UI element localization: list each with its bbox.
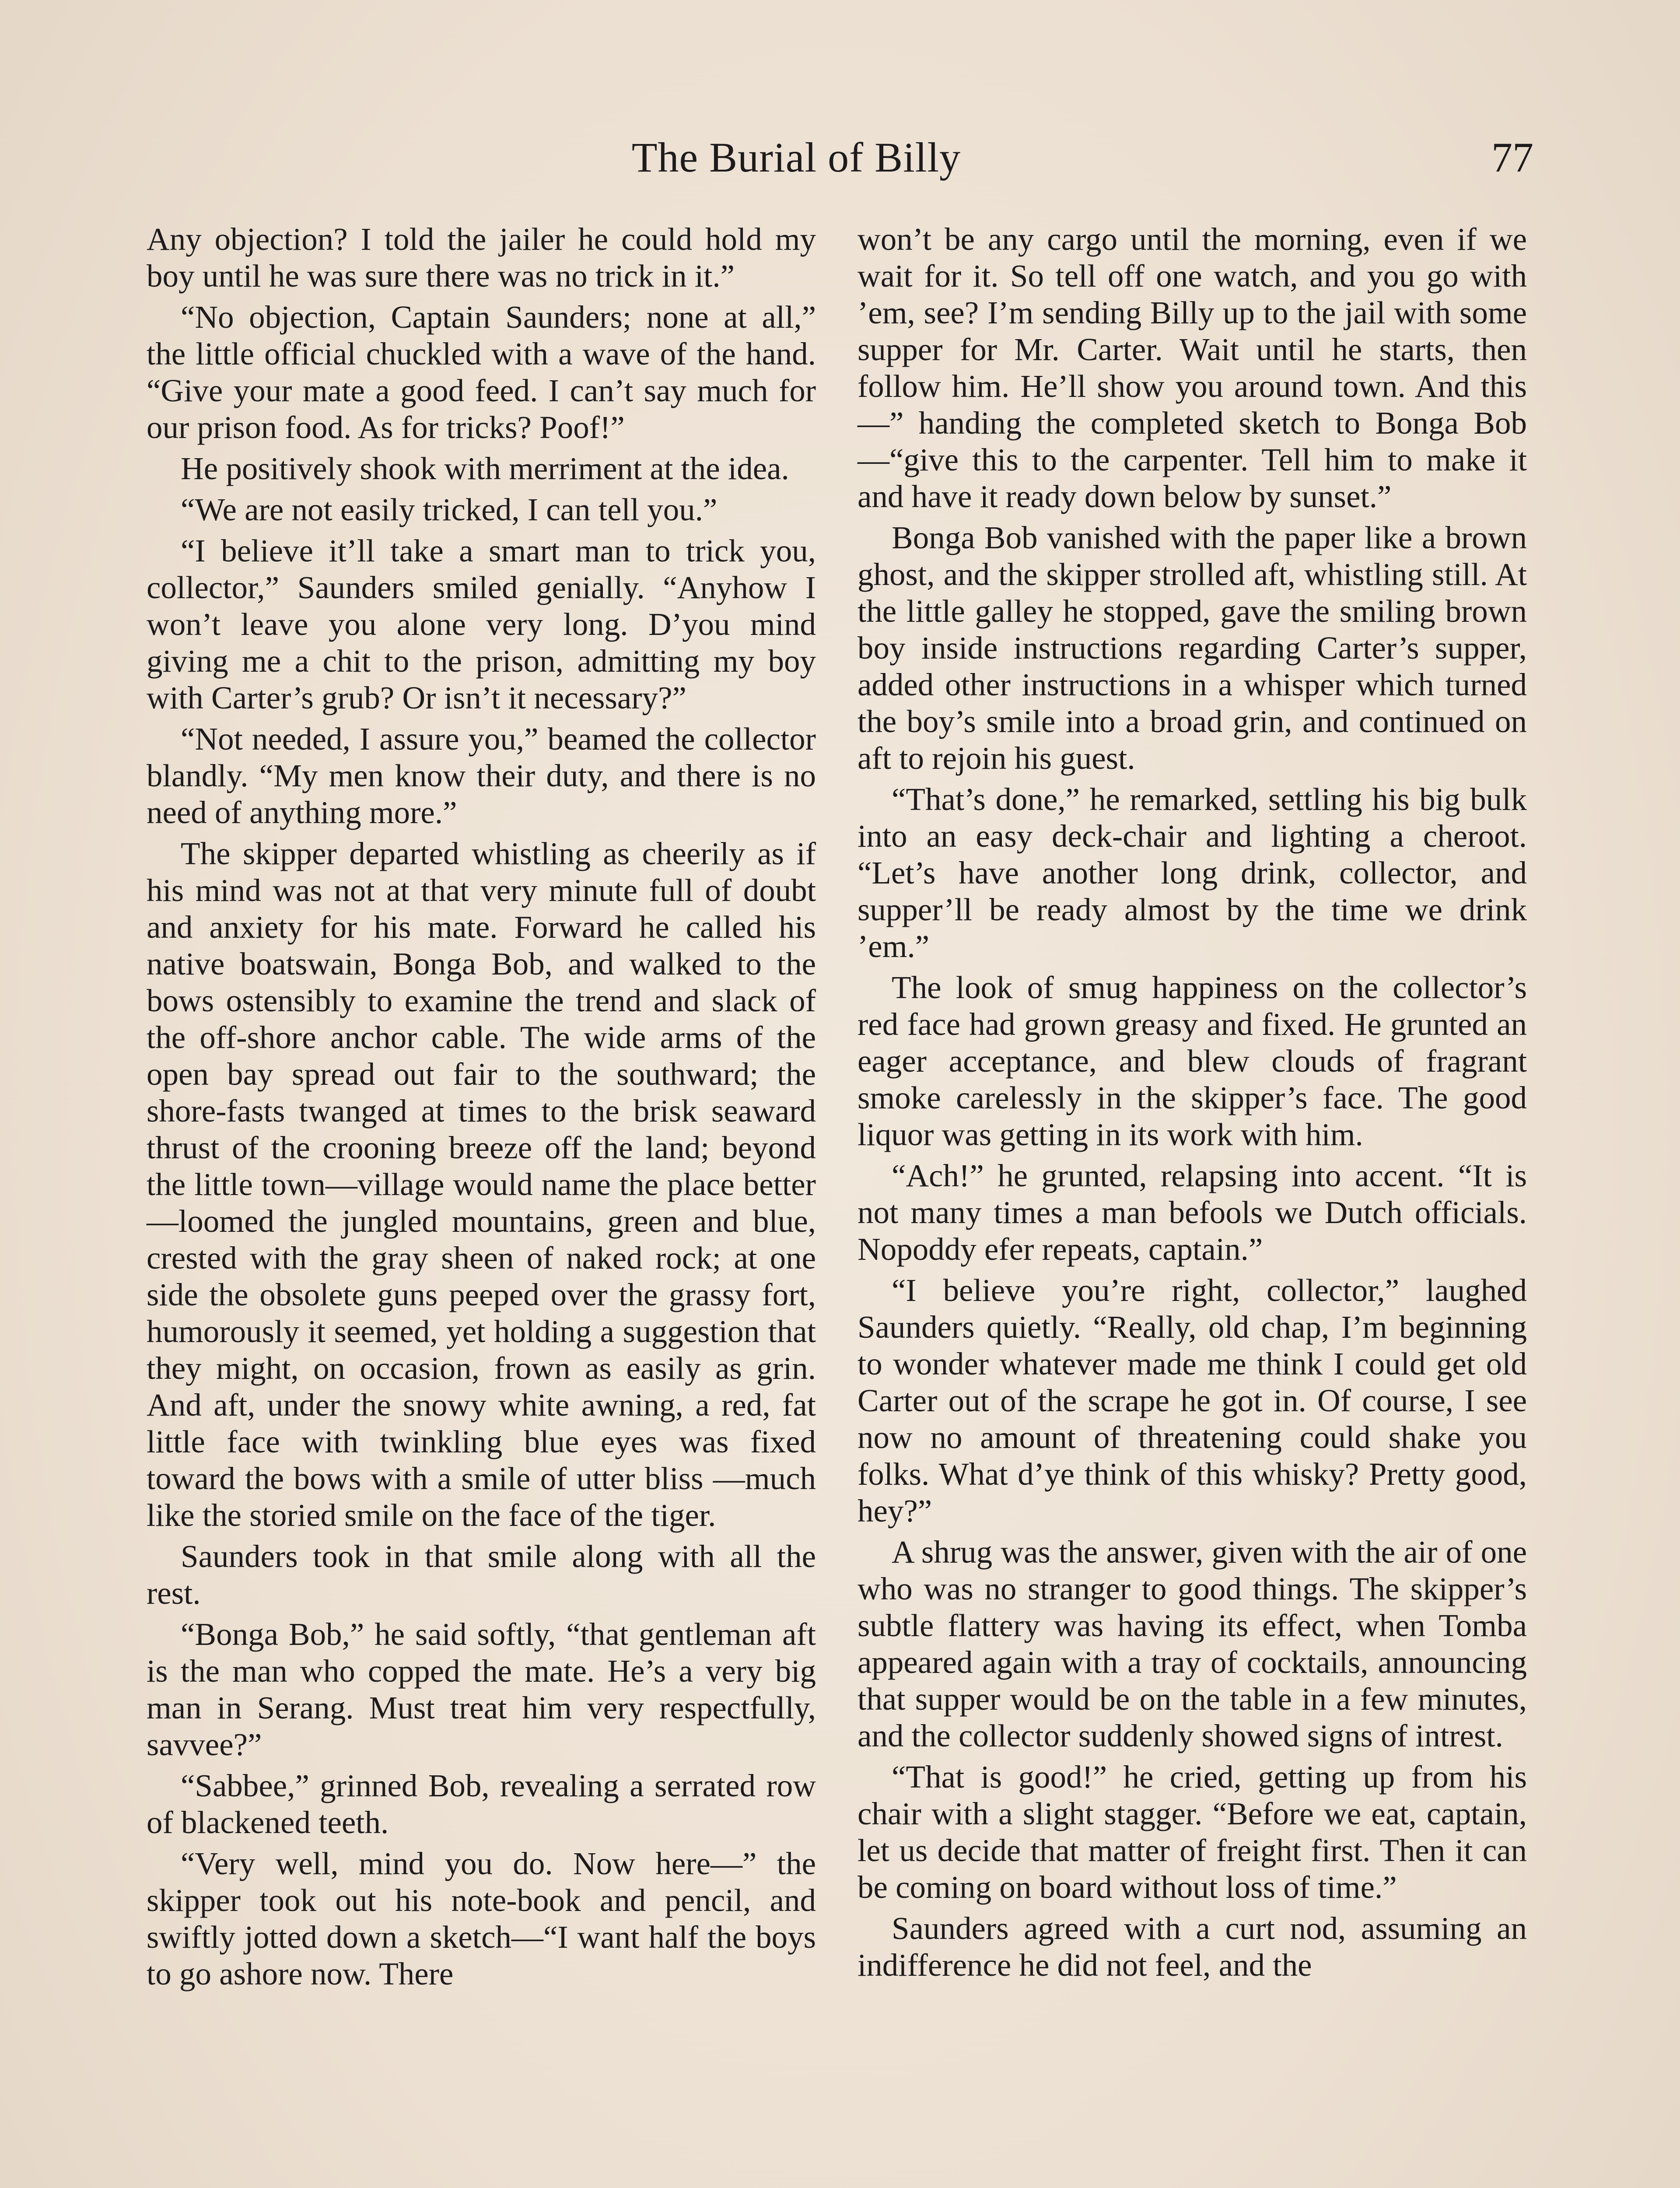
paragraph: won’t be any cargo until the morning, even if we wait for it. So tell off one watch, and you go with ’em, see? I’m sending Billy up to the jail with some supper for Mr. Carter. Wait until he starts, then follow him. He’ll show you around town. And this—” handing the completed sketch to Bonga Bob—“give this to the carpenter. Tell him to make it and have it ready down below by sunset.” bbox=[858, 221, 1527, 514]
page-header bbox=[0, 127, 1680, 188]
paragraph: “Not needed, I assure you,” beamed the collector blandly. “My men know their duty, and there is no need of anything more.” bbox=[147, 721, 816, 830]
paragraph: “No objection, Captain Saunders; none at all,” the little official chuckled with a wave of the hand. “Give your mate a good feed. I can’t say much for our prison food. As for tricks? Poof!” bbox=[147, 299, 816, 445]
paragraph: “I believe you’re right, collector,” laughed Saunders quietly. “Really, old chap, I’m beginning to wonder whatever made me think I could get old Carter out of the scrape he got in. Of course, I see now no amount of threatening could shake you folks. What d’ye think of this whisky? Pretty good, hey?” bbox=[858, 1273, 1527, 1529]
paragraph: Any objection? I told the jailer he could hold my boy until he was sure there was no trick in it.” bbox=[147, 221, 816, 294]
running-head: The Burial of Billy bbox=[631, 134, 961, 181]
paragraph: Bonga Bob vanished with the paper like a brown ghost, and the skipper strolled aft, whistling still. At the little galley he stopped, gave the smiling brown boy inside instructions regarding Carter’s supper, added other instructions in a whisper which turned the boy’s smile into a broad grin, and continued on aft to rejoin his guest. bbox=[858, 520, 1527, 776]
right-column bbox=[858, 221, 1527, 1988]
paragraph: Saunders agreed with a curt nod, assuming an indifference he did not feel, and the bbox=[858, 1911, 1527, 1983]
paragraph: “Sabbee,” grinned Bob, revealing a serrated row of blackened teeth. bbox=[147, 1768, 816, 1840]
paragraph: A shrug was the answer, given with the air of one who was no stranger to good things. The skipper’s subtle flattery was having its effect, when Tomba appeared again with a tray of cocktails, announcing that supper would be on the table in a few minutes, and the collector suddenly showed signs of intrest. bbox=[858, 1534, 1527, 1753]
paragraph: He positively shook with merriment at the idea. bbox=[181, 451, 789, 486]
page-number: 77 bbox=[1491, 134, 1533, 181]
paragraph: “Ach!” he grunted, relapsing into accent. “It is not many times a man befools we Dutch officials. Nopoddy efer repeats, captain.” bbox=[858, 1158, 1527, 1267]
paragraph: “I believe it’ll take a smart man to trick you, collector,” Saunders smiled genially. “Anyhow I won’t leave you alone very long. D’you mind giving me a chit to the prison, admitting my boy with Carter’s grub? Or isn’t it necessary?” bbox=[147, 533, 816, 715]
paragraph: “We are not easily tricked, I can tell you.” bbox=[181, 492, 718, 527]
paragraph: Saunders took in that smile along with all the rest. bbox=[147, 1539, 816, 1611]
paragraph: “That’s done,” he remarked, settling his big bulk into an easy deck-chair and lighting a cheroot. “Let’s have another long drink, collector, and supper’ll be ready almost by the time we drink ’em.” bbox=[858, 782, 1527, 964]
paragraph: The look of smug happiness on the collector’s red face had grown greasy and fixed. He grunted an eager acceptance, and blew clouds of fragrant smoke carelessly in the skipper’s face. The good liquor was getting in its work with him. bbox=[858, 970, 1527, 1152]
paragraph: “Very well, mind you do. Now here—” the skipper took out his note-book and pencil, and swiftly jotted down a sketch—“I want half the boys to go ashore now. There bbox=[147, 1846, 816, 1992]
paragraph: “Bonga Bob,” he said softly, “that gentleman aft is the man who copped the mate. He’s a very big man in Serang. Must treat him very respectfully, savvee?” bbox=[147, 1616, 816, 1762]
left-column bbox=[147, 221, 816, 1997]
paragraph: The skipper departed whistling as cheerily as if his mind was not at that very minute full of doubt and anxiety for his mate. Forward he called his native boatswain, Bonga Bob, and walked to the bows ostensibly to examine the trend and slack of the off-shore anchor cable. The wide arms of the open bay spread out fair to the southward; the shore-fasts twanged at times to the brisk seaward thrust of the crooning breeze off the land; beyond the little town—village would name the place better—loomed the jungled mountains, green and blue, crested with the gray sheen of naked rock; at one side the obsolete guns peeped over the grassy fort, humorously it seemed, yet holding a suggestion that they might, on occasion, frown as easily as grin. And aft, under the snowy white awning, a red, fat little face with twinkling blue eyes was fixed toward the bows with a smile of utter bliss —much like the storied smile on the face of the tiger. bbox=[147, 836, 816, 1533]
paragraph: “That is good!” he cried, getting up from his chair with a slight stagger. “Before we eat, captain, let us decide that matter of freight first. Then it can be coming on board without loss of time.” bbox=[858, 1759, 1527, 1905]
